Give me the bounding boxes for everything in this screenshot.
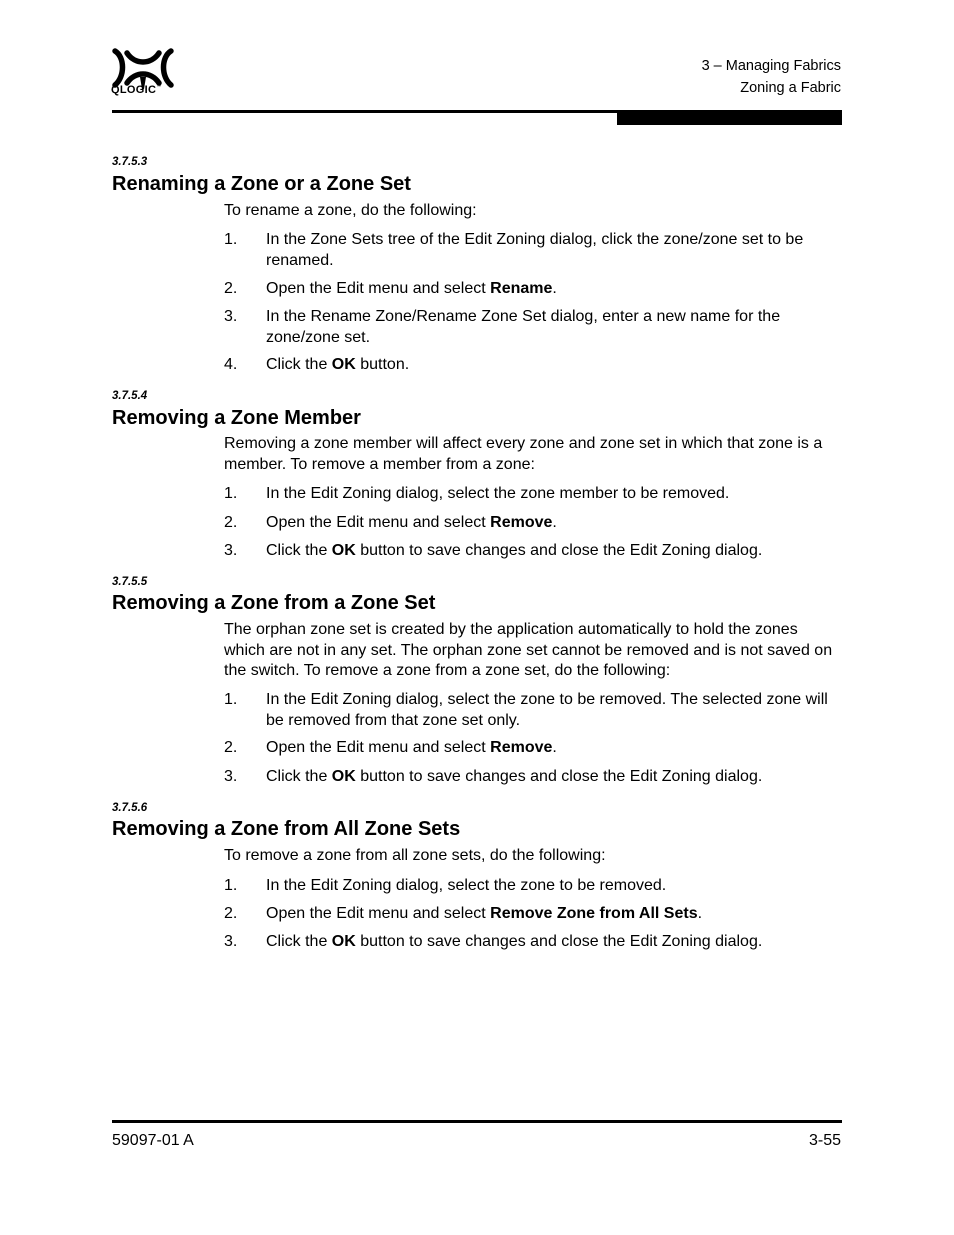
section-heading: Removing a Zone from a Zone Set — [112, 592, 436, 614]
header-chapter: 3 – Managing Fabrics — [701, 58, 841, 74]
step-text: Click the OK button to save changes and close the Edit Zoning dialog. — [266, 768, 763, 785]
step-text: In the Rename Zone/Rename Zone Set dialog, enter a new name for the zone/zone set. — [266, 308, 781, 346]
step-text: In the Edit Zoning dialog, select the zone to be removed. — [266, 877, 667, 894]
section-heading: Removing a Zone Member — [112, 407, 361, 429]
step-item — [224, 230, 842, 271]
step-text: Open the Edit menu and select Remove. — [266, 739, 557, 756]
step-item — [224, 307, 842, 348]
step-item — [224, 876, 842, 897]
step-text: Open the Edit menu and select Remove Zone from All Sets. — [266, 905, 703, 922]
step-item — [224, 738, 842, 759]
step-number: 1. — [224, 485, 238, 502]
step-item — [224, 513, 842, 534]
step-number: 3. — [224, 308, 238, 325]
step-number: 3. — [224, 933, 238, 950]
logo-wordmark: QLOGIC™ — [111, 84, 162, 96]
section-number: 3.7.5.6 — [112, 802, 148, 814]
step-text: Open the Edit menu and select Rename. — [266, 280, 557, 297]
step-item — [224, 690, 842, 731]
step-number: 2. — [224, 514, 238, 531]
section-intro: The orphan zone set is created by the application automatically to hold the zones which are not in any set. The orphan zone set cannot be removed and is not saved on the switch. To remove a zone from a zone set, do the following: — [224, 621, 833, 679]
section-heading: Removing a Zone from All Zone Sets — [112, 818, 461, 840]
footer-rule — [112, 1120, 842, 1123]
step-number: 2. — [224, 905, 238, 922]
step-item — [224, 484, 842, 505]
step-number: 2. — [224, 739, 238, 756]
section-number: 3.7.5.5 — [112, 576, 148, 588]
step-text: In the Edit Zoning dialog, select the zone member to be removed. — [266, 485, 730, 502]
step-text: In the Zone Sets tree of the Edit Zoning dialog, click the zone/zone set to be renamed. — [266, 231, 804, 269]
step-number: 1. — [224, 877, 238, 894]
step-number: 4. — [224, 356, 238, 373]
section-number: 3.7.5.3 — [112, 156, 148, 168]
step-number: 2. — [224, 280, 238, 297]
step-number: 3. — [224, 542, 238, 559]
step-item — [224, 932, 842, 953]
step-item — [224, 767, 842, 788]
step-text: Click the OK button. — [266, 356, 410, 373]
section-intro: Removing a zone member will affect every zone and zone set in which that zone is a member. To remove a member from a zone: — [224, 435, 823, 473]
footer-doc-number: 59097-01 A — [112, 1132, 194, 1149]
step-item — [224, 355, 842, 376]
step-number: 1. — [224, 231, 238, 248]
step-text: Click the OK button to save changes and close the Edit Zoning dialog. — [266, 542, 763, 559]
section-number: 3.7.5.4 — [112, 390, 148, 402]
section-intro: To rename a zone, do the following: — [224, 202, 477, 219]
step-item — [224, 279, 842, 300]
step-text: Open the Edit menu and select Remove. — [266, 514, 557, 531]
step-number: 3. — [224, 768, 238, 785]
header-section: Zoning a Fabric — [740, 80, 841, 96]
step-item — [224, 541, 842, 562]
step-text: Click the OK button to save changes and close the Edit Zoning dialog. — [266, 933, 763, 950]
step-item — [224, 904, 842, 925]
header-bar — [617, 113, 842, 125]
step-text: In the Edit Zoning dialog, select the zone to be removed. The selected zone will be removed from that zone set only. — [266, 691, 828, 729]
footer-page-number: 3-55 — [808, 1132, 841, 1149]
section-intro: To remove a zone from all zone sets, do the following: — [224, 847, 606, 864]
section-heading: Renaming a Zone or a Zone Set — [112, 173, 411, 195]
step-number: 1. — [224, 691, 238, 708]
